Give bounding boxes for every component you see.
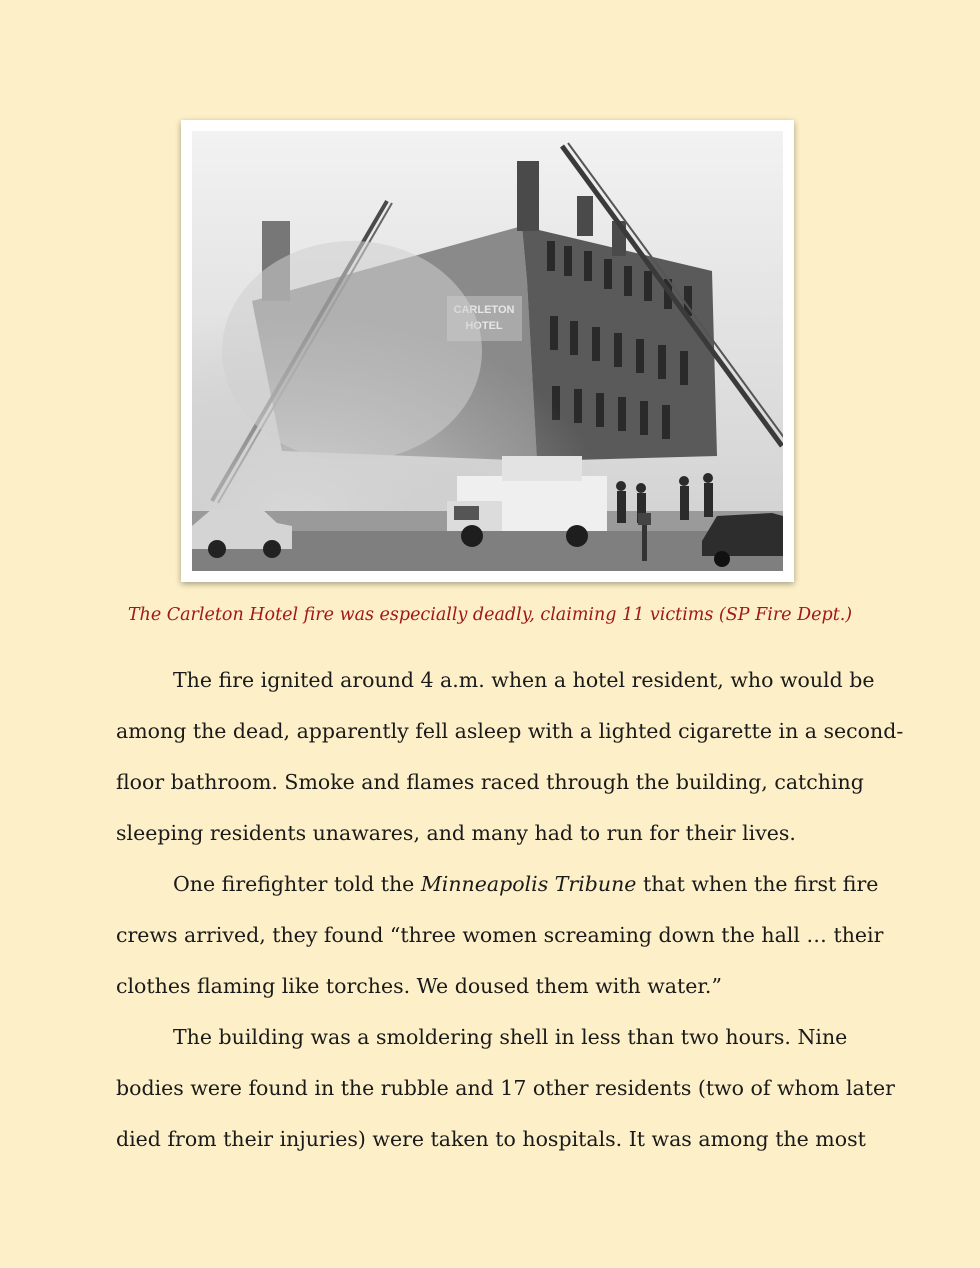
paragraph-1-line-4: sleeping residents unawares, and many had to run for their lives. — [116, 821, 796, 845]
newspaper-title: Minneapolis Tribune — [420, 872, 637, 896]
paragraph-1-line-2: among the dead, apparently fell asleep with a lighted cigarette in a second- — [116, 719, 904, 743]
paragraph-1-line-3: floor bathroom. Smoke and flames raced through the building, catching — [116, 770, 864, 794]
paragraph-2-text-before: One firefighter told the — [173, 872, 421, 896]
article-body — [116, 655, 904, 1165]
hotel-fire-photo — [192, 131, 783, 571]
paragraph-1-line-1: The fire ignited around 4 a.m. when a hotel resident, who would be — [173, 668, 875, 692]
paragraph-2-line-1 — [116, 859, 879, 910]
photo-frame — [181, 120, 794, 582]
paragraph-3-line-1: The building was a smoldering shell in less than two hours. Nine — [173, 1025, 848, 1049]
paragraph-3-line-3: died from their injuries) were taken to hospitals. It was among the most — [116, 1127, 866, 1151]
paragraph-2-line-3: clothes flaming like torches. We doused them with water.” — [116, 974, 722, 998]
paragraph-2-line-2: crews arrived, they found “three women screaming down the hall … their — [116, 923, 884, 947]
photo-caption: The Carleton Hotel fire was especially deadly, claiming 11 victims (SP Fire Dept.) — [127, 605, 853, 625]
paragraph-3-line-2: bodies were found in the rubble and 17 other residents (two of whom later — [116, 1076, 895, 1100]
paragraph-2-text-after: that when the first fire — [636, 872, 879, 896]
